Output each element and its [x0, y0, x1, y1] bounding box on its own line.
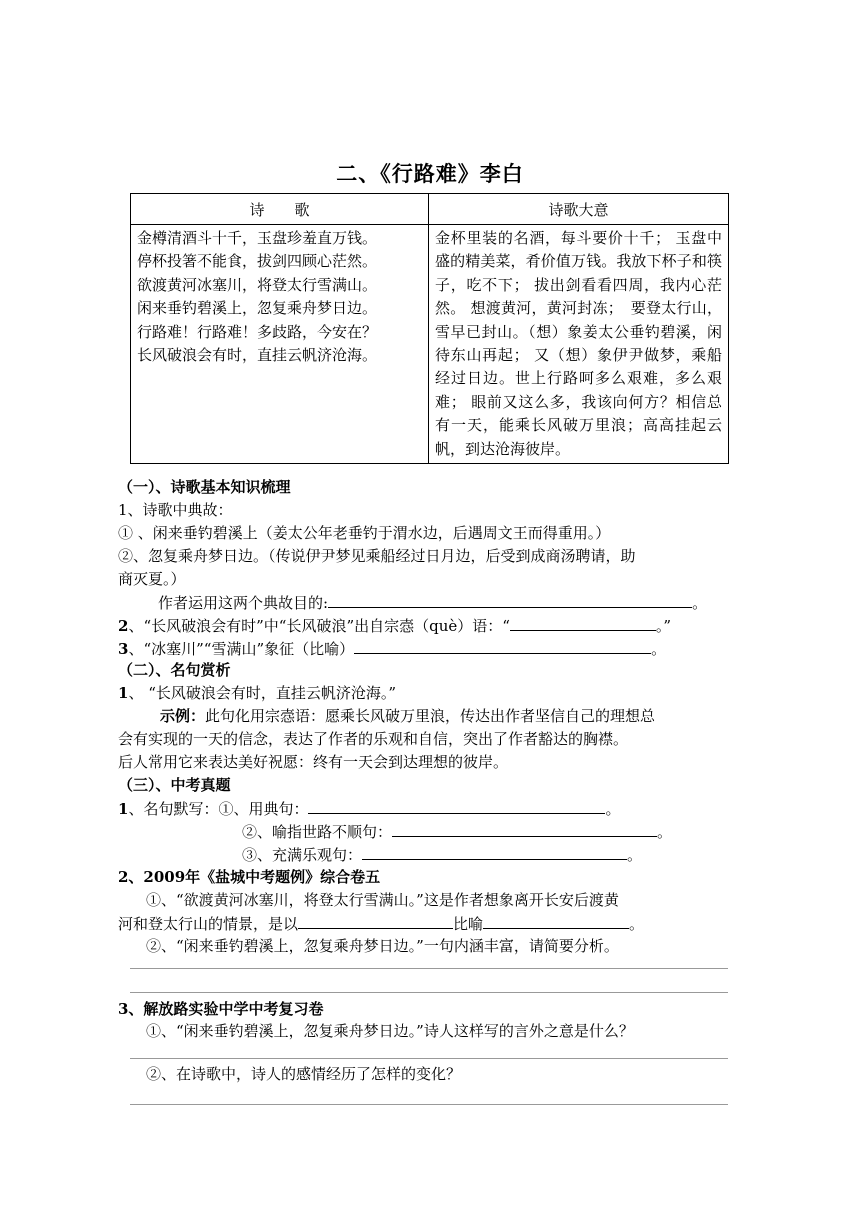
poem-table	[130, 193, 729, 464]
question-line	[118, 637, 730, 661]
answer-blank[interactable]	[392, 820, 657, 837]
question-text: 1、诗歌中典故：	[118, 501, 233, 519]
question-text: ②、喻指世路不顺句：	[242, 823, 393, 841]
poem-line: 行路难！行路难！多歧路，今安在？	[137, 322, 378, 341]
answer-blank[interactable]	[510, 614, 656, 631]
question-text: ③、充满乐观句：	[242, 846, 363, 864]
answer-line[interactable]	[130, 1058, 728, 1059]
period: 。	[629, 915, 645, 933]
question-end: 。”	[655, 617, 672, 635]
question-number: 3	[118, 640, 129, 658]
period: 。	[627, 846, 643, 864]
poem-line: 闲来垂钓碧溪上，忽复乘舟梦日边。	[137, 299, 378, 318]
question-text: ②、“闲来垂钓碧溪上，忽复乘舟梦日边。”一句内涵丰富，请简要分析。	[146, 937, 619, 955]
question-text: 、 “长风破浪会有时，直挂云帆济沧海。”	[128, 684, 397, 702]
question-text: ① 、闲来垂钓碧溪上（姜太公年老垂钓于渭水边，后遇周文王而得重用。）	[118, 524, 611, 542]
poem-line: 欲渡黄河冰塞川，将登太行雪满山。	[137, 275, 378, 294]
question-line	[118, 912, 730, 936]
poem-cell	[131, 225, 429, 464]
question-text: 、“冰塞川”“雪满山”象征（比喻）	[128, 640, 355, 658]
answer-blank[interactable]	[298, 912, 453, 929]
period: 。	[657, 823, 673, 841]
period: 。	[605, 800, 621, 818]
answer-line[interactable]	[130, 992, 728, 993]
question-text: 3、解放路实验中学中考复习卷	[118, 1000, 324, 1018]
section-heading-2: （二）、名句赏析	[118, 661, 231, 679]
question-line	[242, 843, 854, 867]
table-row	[131, 225, 729, 464]
example-line	[160, 705, 772, 728]
answer-blank[interactable]	[483, 912, 629, 929]
question-line	[118, 682, 730, 705]
page-title: 二、《行路难》李白	[336, 162, 524, 186]
example-text: 此句化用宗悫语：愿乘长风破万里浪，传达出作者坚信自己的理想总	[205, 707, 656, 725]
question-text: ②、在诗歌中，诗人的感情经历了怎样的变化？	[146, 1065, 462, 1083]
header-poem: 诗 歌	[131, 194, 429, 225]
question-line	[118, 614, 730, 638]
answer-blank[interactable]	[362, 843, 627, 860]
answer-blank[interactable]	[354, 637, 651, 654]
period: 。	[651, 640, 667, 658]
answer-blank[interactable]	[328, 591, 692, 608]
answer-line[interactable]	[130, 968, 728, 969]
question-number: 2	[118, 617, 129, 635]
question-text: 2、2009年《盐城中考题例》综合卷五	[118, 868, 381, 886]
answer-blank[interactable]	[308, 797, 605, 814]
poem-line: 停杯投箸不能食，拔剑四顾心茫然。	[137, 252, 378, 271]
question-number: 1	[118, 800, 129, 818]
example-text: 会有实现的一天的信念，表达了作者的乐观和自信，突出了作者豁达的胸襟。	[118, 730, 629, 748]
meaning-cell: 金杯里装的名酒，每斗要价十千； 玉盘中盛的精美菜，肴价值万钱。我放下杯子和筷子，吃不下； 拔出剑看看四周，我内心茫然。 想渡黄河，黄河封冻； 要登太行山，雪早已封山。（想）象姜太公垂钓碧溪，闲待东山再起； 又（想）象伊尹做梦，乘船经过日边。世上行路呵多么艰难，多么艰难； 眼前又这么多，我该向何方？相信总有一天，能乘长风破万里浪；高高挂起云帆，到达沧海彼岸。	[429, 225, 729, 464]
question-line	[118, 797, 730, 821]
section-heading-1: （一）、诗歌基本知识梳理	[118, 478, 291, 496]
question-text: 商灭夏。）	[118, 570, 186, 588]
period: 。	[692, 594, 708, 612]
question-text: ①、“闲来垂钓碧溪上，忽复乘舟梦日边。”诗人这样写的言外之意是什么？	[146, 1022, 634, 1040]
question-text: 河和登太行山的情景，是以	[118, 915, 299, 933]
section-heading-3: （三）、中考真题	[118, 776, 231, 794]
question-line	[242, 820, 854, 844]
answer-line[interactable]	[130, 1104, 728, 1105]
table-header-row	[131, 194, 729, 225]
question-text: 、“长风破浪会有时”中“长风破浪”出自宗悫（què）语：“	[128, 617, 510, 635]
header-meaning: 诗歌大意	[429, 194, 729, 225]
example-text: 后人常用它来表达美好祝愿：终有一天会到达理想的彼岸。	[118, 753, 509, 771]
question-number: 1	[118, 684, 129, 702]
question-text: 比喻	[453, 915, 484, 933]
question-text: ①、“欲渡黄河冰塞川，将登太行雪满山。”这是作者想象离开长安后渡黄	[146, 891, 619, 909]
example-label: 示例：	[160, 707, 206, 725]
question-text: 、名句默写：①、用典句：	[128, 800, 309, 818]
question-text: ②、忽复乘舟梦日边。（传说伊尹梦见乘船经过日月边，后受到成商汤聘请，助	[118, 547, 636, 565]
question-line	[158, 591, 770, 615]
question-text: 作者运用这两个典故目的:	[158, 594, 329, 612]
poem-line: 金樽清酒斗十千，玉盘珍羞直万钱。	[137, 229, 378, 247]
poem-line: 长风破浪会有时，直挂云帆济沧海。	[137, 346, 378, 365]
